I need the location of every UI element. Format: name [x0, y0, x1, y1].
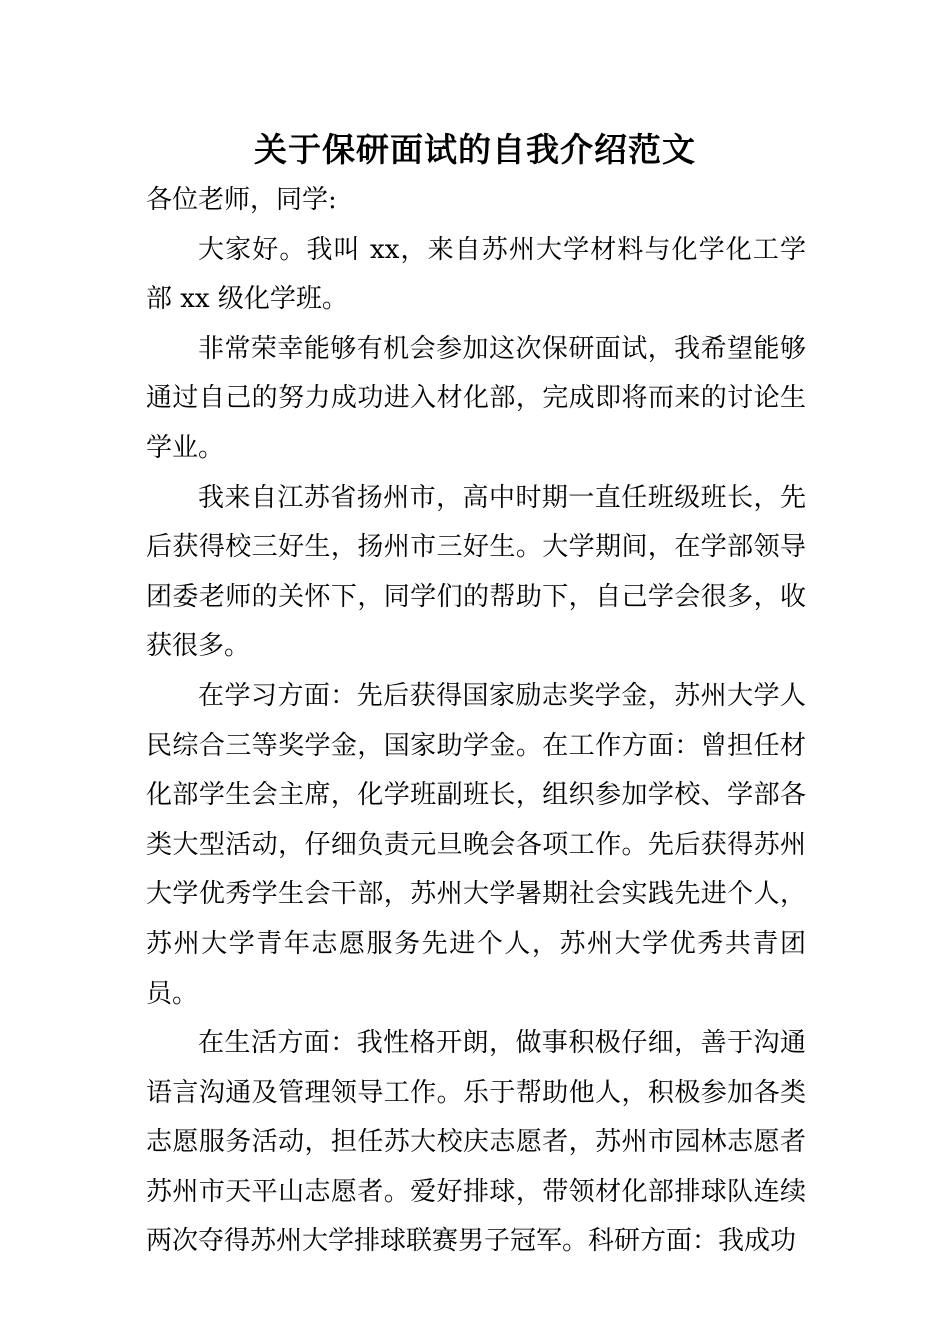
document-body	[146, 176, 806, 1267]
paragraph-introduction: 大家好。我叫 xx，来自苏州大学材料与化学化工学部 xx 级化学班。	[146, 234, 806, 315]
greeting-line: 各位老师，同学:	[146, 185, 337, 215]
paragraph-motivation: 非常荣幸能够有机会参加这次保研面试，我希望能够通过自己的努力成功进入材化部，完成即将而来的讨论生学业。	[146, 333, 806, 463]
paragraph-life-and-research: 在生活方面：我性格开朗，做事积极仔细，善于沟通语言沟通及管理领导工作。乐于帮助他人，积极参加各类志愿服务活动，担任苏大校庆志愿者，苏州市园林志愿者苏州市天平山志愿者。爱好排球，带领材化部排球队连续两次夺得苏州大学排球联赛男子冠军。科研方面：我成功	[146, 1028, 806, 1257]
paragraph-study-and-work: 在学习方面：先后获得国家励志奖学金，苏州大学人民综合三等奖学金，国家助学金。在工作方面：曾担任材化部学生会主席，化学班副班长，组织参加学校、学部各类大型活动，仔细负责元旦晚会各项工作。先后获得苏州大学优秀学生会干部，苏州大学暑期社会实践先进个人，苏州大学青年志愿服务先进个人，苏州大学优秀共青团员。	[146, 680, 806, 1009]
document-title: 关于保研面试的自我介绍范文	[254, 130, 696, 169]
paragraph-background: 我来自江苏省扬州市，高中时期一直任班级班长，先后获得校三好生，扬州市三好生。大学期间，在学部领导团委老师的关怀下，同学们的帮助下，自己学会很多，收获很多。	[146, 482, 806, 662]
